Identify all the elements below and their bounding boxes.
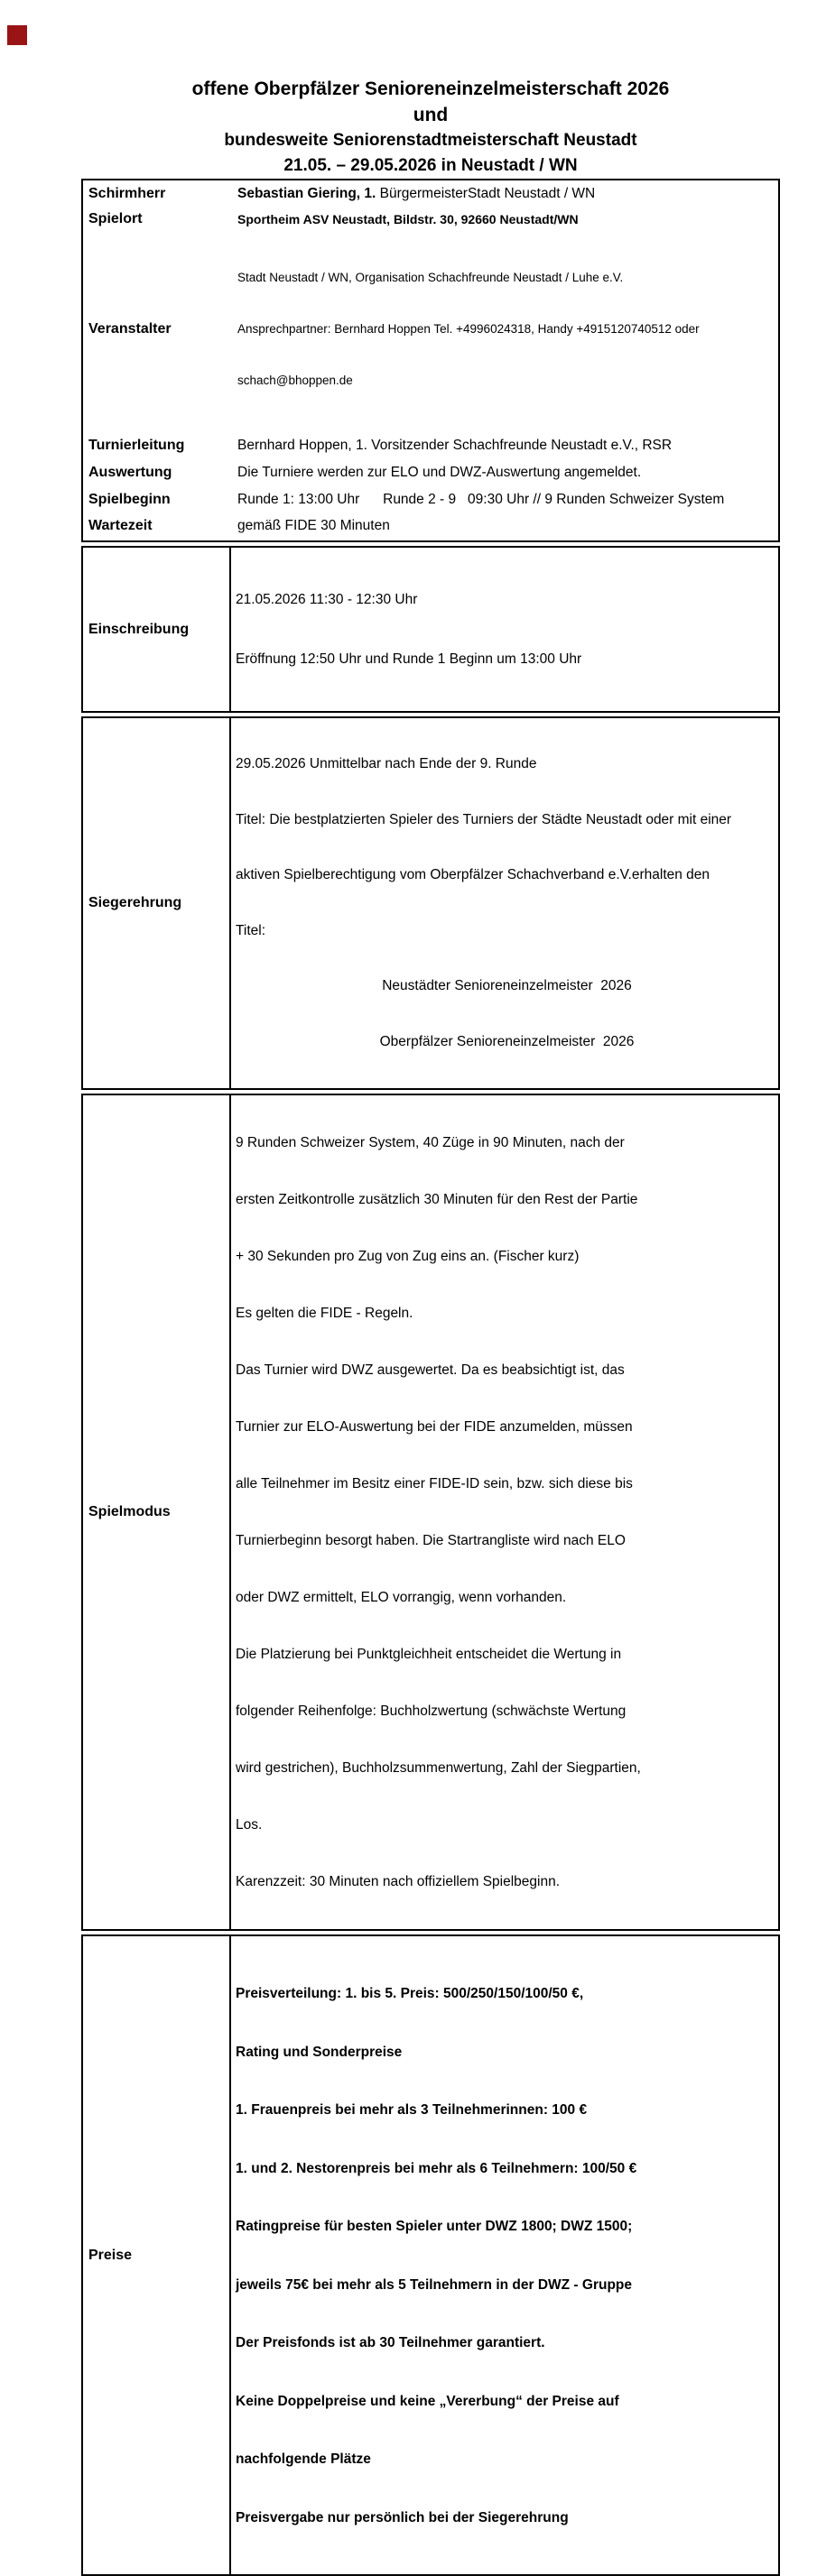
text-line: ersten Zeitkontrolle zusätzlich 30 Minuten für den Rest der Partie	[236, 1192, 638, 1207]
page-marker	[7, 25, 27, 45]
document-title	[81, 0, 780, 179]
table-row-auswertung	[83, 458, 778, 485]
text-line: Der Preisfonds ist ab 30 Teilnehmer garantiert.	[236, 2335, 545, 2350]
text-line: Turnier zur ELO-Auswertung bei der FIDE anzumelden, müssen	[236, 1419, 633, 1435]
text-line: Stadt Neustadt / WN, Organisation Schachfreunde Neustadt / Luhe e.V.	[237, 271, 624, 284]
text-line: Titel: Die bestplatzierten Spieler des Turniers der Städte Neustadt oder mit einer	[236, 811, 732, 827]
table-row-einschreibung	[83, 548, 778, 711]
row-label: Einschreibung	[88, 621, 190, 637]
preise-table	[81, 1934, 780, 2576]
text-line: Ansprechpartner: Bernhard Hoppen Tel. +4996024318, Handy +4915120740512 oder	[237, 322, 700, 336]
row-label: Preise	[88, 2247, 133, 2263]
spielmodus-table	[81, 1094, 780, 1931]
row-label: Wartezeit	[88, 517, 153, 533]
text-line: Das Turnier wird DWZ ausgewertet. Da es beabsichtigt ist, das	[236, 1362, 625, 1378]
row-label-cell	[83, 1936, 231, 2574]
text-line: Eröffnung 12:50 Uhr und Runde 1 Beginn um 13:00 Uhr	[236, 651, 582, 667]
title-line-3: bundesweite Seniorenstadtmeisterschaft Neustadt	[224, 131, 637, 150]
row-label: Turnierleitung	[88, 437, 185, 453]
text-line: Rating und Sonderpreise	[236, 2044, 403, 2060]
title-award-line: Oberpfälzer Senioreneinzelmeister 2026	[379, 1033, 635, 1049]
text-line: Preisverteilung: 1. bis 5. Preis: 500/250/150/100/50 €,	[236, 1986, 584, 2001]
einschreibung-table	[81, 546, 780, 713]
text-line: 1. und 2. Nestorenpreis bei mehr als 6 Teilnehmern: 100/50 €	[236, 2160, 637, 2176]
text-line: 21.05.2026 11:30 - 12:30 Uhr	[236, 592, 418, 607]
text-line: Keine Doppelpreise und keine „Vererbung“ der Preise auf	[236, 2393, 619, 2409]
table-row-turnierleitung	[83, 431, 778, 458]
title-line-2: und	[413, 105, 449, 125]
table-row-spielmodus	[83, 1095, 778, 1929]
row-label: Spielmodus	[88, 1504, 171, 1519]
row-label: Spielort	[88, 211, 143, 226]
text-line: Es gelten die FIDE - Regeln.	[236, 1306, 413, 1321]
text-line: Preisvergabe nur persönlich bei der Siegerehrung	[236, 2509, 569, 2525]
row-label: Schirmherr	[88, 185, 166, 201]
row-label: Auswertung	[88, 464, 172, 480]
row-label-cell	[83, 548, 231, 711]
row-value: Bernhard Hoppen, 1. Vorsitzender Schachfreunde Neustadt e.V., RSR	[237, 438, 673, 453]
row-value	[231, 1095, 778, 1929]
table-row-schirmherr	[83, 180, 778, 208]
row-value: Runde 1: 13:00 Uhr Runde 2 - 9 09:30 Uhr // 9 Runden Schweizer System	[237, 492, 725, 507]
row-label-cell	[83, 718, 231, 1088]
row-value-rest: BürgermeisterStadt Neustadt / WN	[376, 186, 596, 201]
text-line: Los.	[236, 1817, 263, 1833]
table-row-spielort	[83, 208, 778, 231]
text-line: nachfolgende Plätze	[236, 2451, 371, 2467]
row-value: Die Turniere werden zur ELO und DWZ-Auswertung angemeldet.	[237, 465, 642, 480]
text-line: wird gestrichen), Buchholzsummenwertung, Zahl der Siegpartien,	[236, 1760, 641, 1776]
text-line: Karenzzeit: 30 Minuten nach offiziellem Spielbeginn.	[236, 1874, 561, 1889]
siegerehrung-table	[81, 716, 780, 1090]
row-value	[231, 718, 778, 1088]
text-line: jeweils 75€ bei mehr als 5 Teilnehmern in der DWZ - Gruppe	[236, 2276, 633, 2293]
row-value	[233, 235, 778, 423]
row-value	[233, 184, 778, 203]
row-value-bold: Sebastian Giering, 1.	[237, 186, 376, 201]
row-value: gemäß FIDE 30 Minuten	[237, 518, 390, 533]
text-line: Die Platzierung bei Punktgleichheit entscheidet die Wertung in	[236, 1647, 622, 1662]
text-line: oder DWZ ermittelt, ELO vorrangig, wenn vorhanden.	[236, 1590, 567, 1605]
text-line: aktiven Spielberechtigung vom Oberpfälzer Schachverband e.V.erhalten den	[236, 867, 710, 882]
row-label-cell	[83, 1095, 231, 1929]
row-value	[231, 1936, 778, 2574]
text-line: Turnierbeginn besorgt haben. Die Startrangliste wird nach ELO	[236, 1533, 626, 1548]
text-line: 1. Frauenpreis bei mehr als 3 Teilnehmerinnen: 100 €	[236, 2102, 588, 2118]
text-line: + 30 Sekunden pro Zug von Zug eins an. (Fischer kurz)	[236, 1249, 580, 1264]
table-row-siegerehrung	[83, 718, 778, 1088]
table-row-preise	[83, 1936, 778, 2574]
row-label: Siegerehrung	[88, 895, 182, 910]
title-award-line: Neustädter Senioreneinzelmeister 2026	[382, 978, 632, 993]
table-row-spielbeginn	[83, 485, 778, 512]
text-line: Ratingpreise für besten Spieler unter DWZ 1800; DWZ 1500;	[236, 2219, 633, 2234]
text-line: schach@bhoppen.de	[237, 374, 353, 387]
row-label: Spielbeginn	[88, 491, 171, 507]
text-line: Titel:	[236, 922, 266, 938]
text-line: folgender Reihenfolge: Buchholzwertung (schwächste Wertung	[236, 1703, 627, 1719]
row-value	[231, 548, 778, 711]
table-row-veranstalter	[83, 231, 778, 431]
row-label: Veranstalter	[88, 320, 172, 337]
table-row-wartezeit	[83, 512, 778, 540]
text-line: 9 Runden Schweizer System, 40 Züge in 90 Minuten, nach der	[236, 1135, 625, 1150]
text-line: alle Teilnehmer im Besitz einer FIDE-ID sein, bzw. sich diese bis	[236, 1476, 633, 1491]
title-line-4: 21.05. – 29.05.2026 in Neustadt / WN	[283, 156, 578, 175]
row-value: Sportheim ASV Neustadt, Bildstr. 30, 92660 Neustadt/WN	[237, 211, 579, 226]
title-line-1: offene Oberpfälzer Senioreneinzelmeisterschaft 2026	[191, 78, 670, 99]
text-line: 29.05.2026 Unmittelbar nach Ende der 9. Runde	[236, 756, 537, 771]
info-table	[81, 179, 780, 542]
